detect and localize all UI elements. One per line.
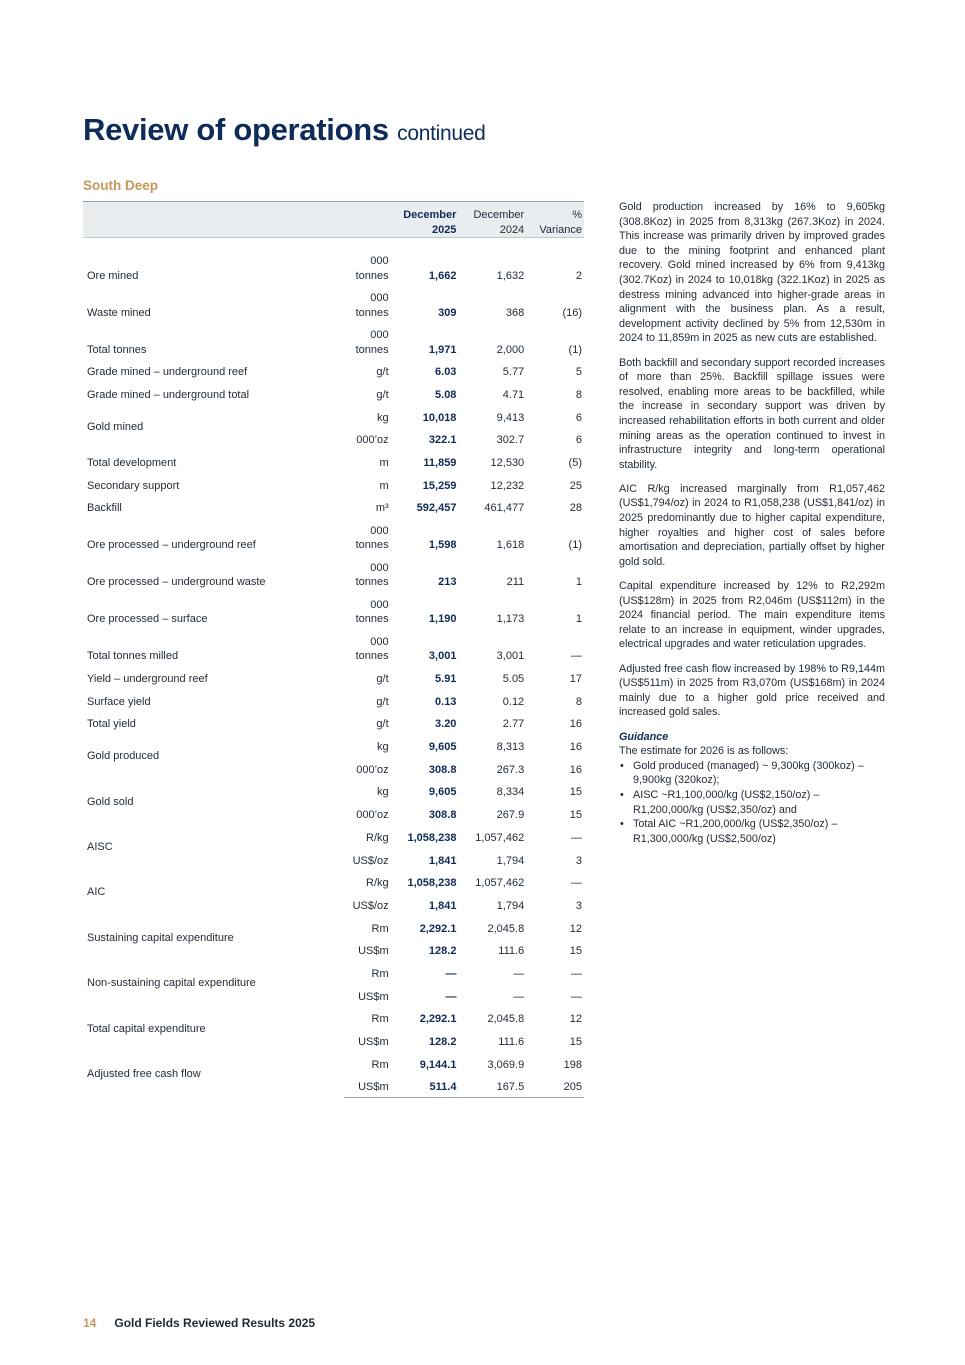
value-2024: 1,057,462 bbox=[475, 831, 525, 844]
value-2025: 3,001 bbox=[428, 650, 457, 663]
value-2025: 0.13 bbox=[435, 695, 457, 708]
row-label: Waste mined bbox=[87, 306, 151, 319]
row-label: Ore mined bbox=[87, 269, 139, 282]
variance-value: 8 bbox=[575, 388, 582, 401]
row-unit: g/t bbox=[376, 695, 389, 708]
guidance-item: • Total AIC ~R1,200,000/kg (US$2,350/oz) – R1,300,000/kg (US$2,500/oz) bbox=[619, 817, 885, 846]
value-2025: 1,190 bbox=[428, 613, 457, 626]
row-unit: US$m bbox=[358, 1036, 389, 1048]
row-unit: 000 tonnes bbox=[355, 292, 389, 319]
row-label: Total capital expenditure bbox=[87, 1022, 206, 1035]
variance-value: 2 bbox=[575, 269, 582, 282]
value-2025: 1,058,238 bbox=[407, 877, 457, 890]
variance-value: 198 bbox=[563, 1058, 582, 1071]
variance-value: 17 bbox=[569, 673, 582, 685]
value-2024: 267.3 bbox=[496, 763, 525, 776]
value-2024: 111.6 bbox=[498, 945, 525, 958]
commentary-paragraph: Capital expenditure increased by 12% to R2,292m (US$128m) in 2025 from R2,046m (US$112m) in the 2024 financial period. The main expenditure items relate to an increase in equipment, winder upgrades, electrical upgrades and water reticulation upgrades. bbox=[619, 580, 885, 651]
value-2025: 309 bbox=[438, 306, 457, 319]
value-2025: 1,841 bbox=[428, 854, 457, 867]
value-2024: 2,000 bbox=[496, 343, 525, 356]
table-header-row bbox=[83, 202, 584, 238]
row-label: Sustaining capital expenditure bbox=[87, 931, 234, 944]
row-unit: Rm bbox=[371, 922, 389, 935]
guidance-list bbox=[619, 759, 885, 847]
row-unit: US$m bbox=[358, 945, 389, 958]
value-2024: 9,413 bbox=[496, 411, 525, 424]
table-row bbox=[83, 689, 584, 712]
value-2024: — bbox=[513, 990, 525, 1003]
guidance-heading: Guidance bbox=[619, 730, 669, 743]
table-body bbox=[83, 238, 584, 1098]
commentary bbox=[619, 200, 885, 846]
variance-value: — bbox=[571, 831, 582, 844]
value-2024: 2,045.8 bbox=[487, 1013, 525, 1026]
table-row bbox=[83, 711, 584, 734]
variance-value: 25 bbox=[569, 479, 582, 492]
variance-value: (16) bbox=[562, 306, 582, 319]
variance-value: 28 bbox=[569, 502, 582, 515]
table-row bbox=[83, 555, 584, 592]
table-row bbox=[83, 592, 584, 629]
table-row bbox=[83, 382, 584, 405]
variance-value: (1) bbox=[568, 343, 582, 356]
value-2024: 1,618 bbox=[496, 539, 525, 552]
page-number: 14 bbox=[83, 1316, 97, 1330]
value-2025: 5.08 bbox=[435, 388, 457, 401]
row-unit: 000’oz bbox=[356, 434, 389, 447]
value-2025: 308.8 bbox=[428, 809, 457, 822]
table-row bbox=[83, 238, 584, 286]
value-2025: 1,841 bbox=[428, 899, 457, 912]
guidance-item: • Gold produced (managed) ~ 9,300kg (300koz) – 9,900kg (320koz); bbox=[619, 759, 885, 788]
value-2025: 1,058,238 bbox=[407, 831, 457, 844]
value-2025: 2,292.1 bbox=[419, 922, 457, 935]
row-label: AIC bbox=[87, 886, 106, 899]
row-unit: m bbox=[379, 479, 389, 492]
variance-value: 205 bbox=[526, 1074, 584, 1097]
row-unit: 000 tonnes bbox=[355, 329, 389, 356]
row-unit: m bbox=[379, 456, 389, 469]
row-unit: 000’oz bbox=[356, 809, 389, 822]
row-unit: 000 tonnes bbox=[355, 561, 389, 589]
variance-value: 6 bbox=[575, 411, 582, 424]
guidance-item: • AISC ~R1,100,000/kg (US$2,150/oz) – R1,200,000/kg (US$2,350/oz) and bbox=[619, 788, 885, 817]
value-2024: 2,045.8 bbox=[487, 922, 525, 935]
row-unit: g/t bbox=[376, 388, 389, 401]
row-label: Non-sustaining capital expenditure bbox=[87, 977, 256, 990]
row-label: Total development bbox=[87, 456, 177, 469]
value-2024: 1,057,462 bbox=[475, 877, 525, 890]
value-2024: 4.71 bbox=[502, 388, 525, 401]
table-row bbox=[83, 870, 584, 893]
table-row bbox=[83, 359, 584, 382]
value-2025: 511.4 bbox=[391, 1074, 459, 1097]
page-footer bbox=[83, 1316, 315, 1330]
row-unit: R/kg bbox=[366, 831, 389, 844]
guidance-intro: The estimate for 2026 is as follows: bbox=[619, 745, 789, 758]
row-unit: R/kg bbox=[366, 877, 389, 890]
page-title-suffix: continued bbox=[397, 122, 486, 145]
value-2024: 3,069.9 bbox=[487, 1058, 525, 1071]
value-2025: 1,598 bbox=[428, 539, 457, 552]
row-unit: Rm bbox=[371, 1058, 389, 1071]
value-2025: 592,457 bbox=[416, 502, 457, 515]
page-title-main: Review of operations bbox=[83, 112, 389, 147]
page-title bbox=[83, 112, 486, 148]
row-unit: kg bbox=[377, 411, 389, 424]
header-variance: % Variance bbox=[526, 202, 584, 238]
table-row bbox=[83, 825, 584, 848]
table-row bbox=[83, 961, 584, 984]
row-label: Grade mined – underground reef bbox=[87, 366, 248, 379]
row-unit: US$/oz bbox=[352, 854, 389, 867]
commentary-paragraph: Both backfill and secondary support recorded increases of more than 25%. Backfill spillage issues were resolved, enabling more areas to be backfilled, while the increase in secondary support was driven by increased rehabilitation efforts in both current and older mining areas as the operation continued to invest in infrastructure integrity and long-term operational stability. bbox=[619, 356, 885, 471]
commentary-paragraph: AIC R/kg increased marginally from R1,057,462 (US$1,794/oz) in 2024 to R1,058,238 (US$1,841/oz) in 2025 predominantly due to higher capital expenditure, higher royalties and higher cost of sales before amortisation and depreciation, partially offset by higher gold sold. bbox=[619, 482, 885, 568]
variance-value: — bbox=[571, 990, 582, 1003]
row-unit: 000 tonnes bbox=[355, 255, 389, 282]
variance-value: — bbox=[571, 967, 582, 980]
variance-value: 15 bbox=[569, 786, 582, 799]
value-2024: 5.05 bbox=[502, 673, 525, 685]
commentary-paragraph: Gold production increased by 16% to 9,605kg (308.8Koz) in 2025 from 8,313kg (267.3Koz) in 2024. This increase was primarily driven by improved grades due to the mining footprint and enhanced plant recovery. Gold mined increased by 6% from 9,413kg (302.7Koz) in 2024 to 10,018kg (322.1Koz) in 2025 as destress mining advanced into higher-grade areas in alignment with the business plan. As a result, development activity declined by 5% from 12,530m in 2024 to 11,859m in 2025 as new cuts are established. bbox=[619, 201, 885, 345]
row-label: Total tonnes bbox=[87, 343, 147, 356]
variance-value: (5) bbox=[568, 456, 582, 469]
value-2024: 12,530 bbox=[490, 456, 525, 469]
row-label: Ore processed – underground waste bbox=[87, 576, 266, 589]
value-2024: 1,632 bbox=[496, 269, 525, 282]
commentary-paragraph: Adjusted free cash flow increased by 198% to R9,144m (US$511m) in 2025 from R3,070m (US$168m) in 2024 mainly due to a higher gold price received and increased gold sales. bbox=[619, 662, 885, 719]
row-label: AISC bbox=[87, 841, 113, 854]
row-unit: 000 tonnes bbox=[355, 635, 389, 663]
variance-value: 3 bbox=[575, 899, 582, 912]
row-label: Total yield bbox=[87, 718, 136, 731]
row-unit: kg bbox=[377, 786, 389, 799]
variance-value: 16 bbox=[569, 718, 582, 731]
value-2024: 8,334 bbox=[496, 786, 525, 799]
table-row bbox=[83, 322, 584, 359]
header-unit bbox=[344, 202, 391, 238]
variance-value: 12 bbox=[569, 1013, 582, 1026]
variance-value: 12 bbox=[569, 922, 582, 935]
row-unit: m³ bbox=[375, 502, 389, 515]
value-2024: 1,794 bbox=[496, 854, 525, 867]
value-2024: 1,173 bbox=[496, 613, 525, 626]
value-2025: 213 bbox=[438, 576, 457, 589]
table-row bbox=[83, 495, 584, 518]
commentary-paragraphs bbox=[619, 200, 885, 720]
header-december-2025: December 2025 bbox=[391, 202, 459, 238]
variance-value: 15 bbox=[569, 809, 582, 822]
value-2024: 368 bbox=[505, 306, 525, 319]
row-label: Grade mined – underground total bbox=[87, 388, 250, 401]
value-2024: 211 bbox=[506, 576, 525, 589]
operations-table bbox=[83, 201, 584, 1098]
value-2025: — bbox=[445, 967, 457, 980]
row-label: Gold mined bbox=[87, 420, 144, 433]
value-2024: 5.77 bbox=[502, 366, 525, 379]
value-2024: 8,313 bbox=[496, 741, 525, 754]
value-2024: 167.5 bbox=[458, 1074, 526, 1097]
value-2025: 15,259 bbox=[422, 479, 457, 492]
value-2025: 9,605 bbox=[428, 786, 457, 799]
row-unit: kg bbox=[377, 741, 389, 754]
row-label: Gold sold bbox=[87, 795, 134, 808]
value-2024: 267.9 bbox=[496, 809, 525, 822]
publication-title: Gold Fields Reviewed Results 2025 bbox=[114, 1316, 316, 1330]
variance-value: 6 bbox=[575, 434, 582, 447]
variance-value: 8 bbox=[575, 695, 582, 708]
value-2025: 1,662 bbox=[428, 269, 457, 282]
value-2025: 2,292.1 bbox=[419, 1013, 457, 1026]
row-label: Backfill bbox=[87, 502, 122, 515]
row-unit: 000 tonnes bbox=[355, 598, 389, 626]
variance-value: 16 bbox=[569, 763, 582, 776]
value-2024: 3,001 bbox=[496, 650, 525, 663]
value-2024: — bbox=[513, 967, 525, 980]
table-row bbox=[83, 1052, 584, 1075]
value-2024: 461,477 bbox=[484, 502, 525, 515]
value-2024: 1,794 bbox=[496, 899, 525, 912]
value-2024: 0.12 bbox=[502, 695, 525, 708]
variance-value: 15 bbox=[569, 945, 582, 958]
table-row bbox=[83, 915, 584, 938]
value-2025: 128.2 bbox=[428, 1036, 457, 1048]
value-2025: 1,971 bbox=[428, 343, 457, 356]
row-unit: Rm bbox=[371, 1013, 389, 1026]
value-2025: 6.03 bbox=[435, 366, 457, 379]
variance-value: 1 bbox=[575, 613, 582, 626]
value-2025: 128.2 bbox=[428, 945, 457, 958]
row-unit: Rm bbox=[371, 967, 389, 980]
variance-value: 1 bbox=[575, 576, 582, 589]
table-row bbox=[83, 734, 584, 757]
row-unit: US$m bbox=[344, 1074, 391, 1097]
value-2024: 302.7 bbox=[496, 434, 525, 447]
value-2025: 322.1 bbox=[428, 434, 457, 447]
value-2024: 111.6 bbox=[498, 1036, 525, 1048]
table-row bbox=[83, 779, 584, 802]
table-row bbox=[83, 472, 584, 495]
variance-value: 15 bbox=[569, 1036, 582, 1048]
row-unit: 000’oz bbox=[356, 763, 389, 776]
variance-value: (1) bbox=[568, 539, 582, 552]
row-unit: US$/oz bbox=[352, 899, 389, 912]
row-label: Gold produced bbox=[87, 750, 160, 763]
value-2025: 9,144.1 bbox=[419, 1058, 457, 1071]
table-row bbox=[83, 666, 584, 689]
variance-value: — bbox=[571, 650, 582, 663]
row-unit: US$m bbox=[358, 990, 389, 1003]
table-row bbox=[83, 285, 584, 322]
value-2025: 10,018 bbox=[422, 411, 457, 424]
table-row bbox=[83, 518, 584, 555]
value-2025: 9,605 bbox=[428, 741, 457, 754]
row-label: Secondary support bbox=[87, 479, 180, 492]
row-unit: g/t bbox=[376, 366, 389, 379]
value-2025: 3.20 bbox=[435, 718, 457, 731]
row-unit: g/t bbox=[376, 673, 389, 685]
value-2024: 2.77 bbox=[502, 718, 525, 731]
variance-value: 16 bbox=[569, 741, 582, 754]
value-2024: 12,232 bbox=[490, 479, 525, 492]
row-label: Total tonnes milled bbox=[87, 650, 179, 663]
table-row bbox=[83, 1006, 584, 1029]
table-row bbox=[83, 450, 584, 473]
value-2025: 11,859 bbox=[423, 456, 457, 469]
table-row bbox=[83, 404, 584, 427]
value-2025: 308.8 bbox=[428, 763, 457, 776]
header-december-2024: December 2024 bbox=[458, 202, 526, 238]
table-row bbox=[83, 629, 584, 666]
row-unit: g/t bbox=[376, 718, 389, 731]
variance-value: — bbox=[571, 877, 582, 890]
row-label: Yield – underground reef bbox=[87, 673, 208, 685]
row-unit: 000 tonnes bbox=[355, 524, 389, 552]
row-label: Ore processed – underground reef bbox=[87, 539, 256, 552]
row-label: Ore processed – surface bbox=[87, 613, 208, 626]
variance-value: 3 bbox=[575, 854, 582, 867]
value-2025: — bbox=[445, 990, 457, 1003]
value-2025: 5.91 bbox=[435, 673, 457, 685]
row-label: Adjusted free cash flow bbox=[87, 1068, 201, 1081]
section-title: South Deep bbox=[83, 178, 159, 193]
row-label: Surface yield bbox=[87, 695, 151, 708]
variance-value: 5 bbox=[575, 366, 582, 379]
header-label bbox=[83, 202, 344, 238]
